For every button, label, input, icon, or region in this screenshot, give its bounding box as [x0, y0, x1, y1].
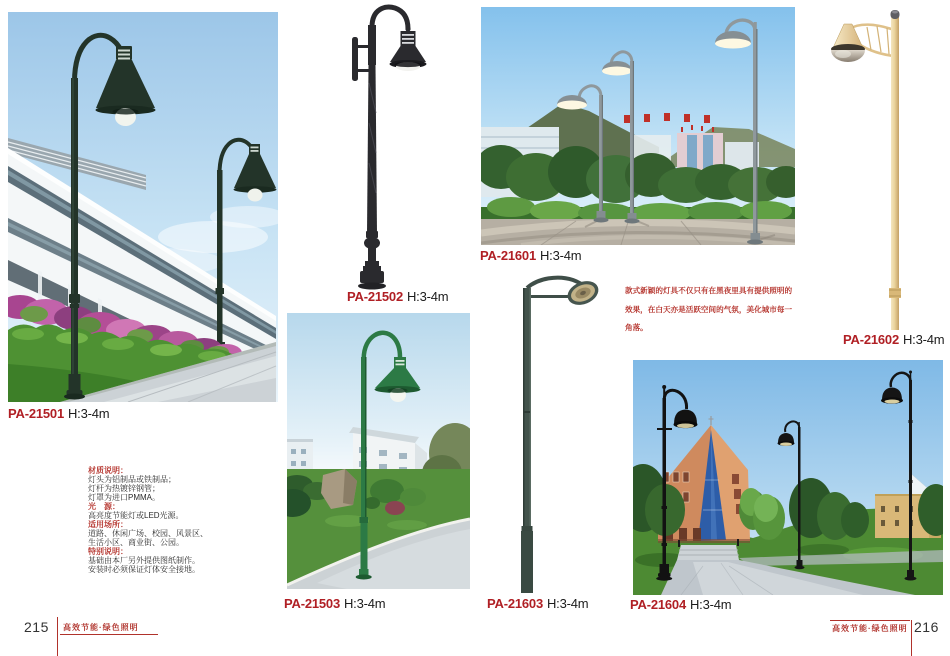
- materials-line: 基础由本厂另外提供图纸制作。: [88, 556, 200, 565]
- product-figure-21502: [325, 3, 435, 298]
- footer-slogan-right: 高效节能·绿色照明: [832, 624, 908, 633]
- product-label-21502: [347, 289, 448, 304]
- product-figure-21602: [815, 8, 950, 335]
- product-label-21503: [284, 596, 385, 611]
- materials-line: 灯杆为热镀锌钢管；: [88, 484, 160, 493]
- materials-heading: 光 源：: [88, 502, 120, 511]
- product-label-21604: [630, 597, 731, 612]
- product-code: PA-21603: [487, 596, 543, 611]
- description-line: 款式新颖的灯具不仅只有在黑夜里具有提供照明的: [625, 286, 793, 295]
- product-photo-21501: [8, 12, 278, 402]
- materials-line: 灯头为铝制品或铁制品；: [88, 475, 176, 484]
- photo-21601-scene: [481, 7, 795, 245]
- product-code: PA-21503: [284, 596, 340, 611]
- product-label-21603: [487, 596, 588, 611]
- lamp-21603-drawing: [470, 271, 630, 593]
- photo-21501-scene: [8, 12, 278, 402]
- description-line: 角落。: [625, 323, 648, 332]
- product-code: PA-21602: [843, 332, 899, 347]
- materials-heading: 特别说明：: [88, 547, 128, 556]
- description-note: [625, 282, 803, 338]
- product-code: PA-21604: [630, 597, 686, 612]
- lamp-post: [521, 277, 602, 593]
- materials-line: 安装时必须保证灯体安全接地。: [88, 565, 200, 574]
- product-code: PA-21501: [8, 406, 64, 421]
- page-number-left: 215: [24, 619, 49, 635]
- materials-line: 道路、休闲广场、校园、风景区、: [88, 529, 208, 538]
- lamp-21602-drawing: [815, 8, 950, 330]
- materials-heading: 适用场所：: [88, 520, 128, 529]
- product-label-21501: [8, 406, 109, 421]
- footer-divider-right: [911, 620, 912, 656]
- lamp-21502-drawing: [325, 3, 435, 293]
- footer-underline-left: [60, 634, 158, 635]
- lamp-post: [352, 7, 427, 289]
- product-photo-21604: [633, 360, 943, 595]
- product-height: H:3-4m: [406, 289, 449, 304]
- photo-21604-scene: [633, 360, 943, 595]
- product-height: H:3-4m: [343, 596, 386, 611]
- footer-divider-left: [57, 617, 58, 656]
- product-photo-21601: [481, 7, 795, 245]
- materials-heading: 材质说明：: [88, 466, 128, 475]
- materials-line: 高亮度节能灯或LED光源。: [88, 511, 184, 520]
- description-line: 效果，在白天亦是活跃空间的气氛，美化城市每一: [625, 304, 793, 314]
- product-height: H:3-4m: [689, 597, 732, 612]
- materials-line: 生活小区、商业街、公园。: [88, 538, 184, 547]
- product-height: H:3-4m: [67, 406, 110, 421]
- product-label-21602: [843, 332, 944, 347]
- photo-21503-scene: [287, 313, 470, 589]
- footer-slogan-left: 高效节能·绿色照明: [63, 623, 139, 632]
- materials-line: 灯罩为进口PMMA。: [88, 493, 160, 502]
- product-code: PA-21601: [480, 248, 536, 263]
- page-number-right: 216: [914, 619, 939, 635]
- materials-note: [88, 466, 208, 574]
- product-height: H:3-4m: [546, 596, 589, 611]
- product-label-21601: [480, 248, 581, 263]
- product-height: H:3-4m: [902, 332, 945, 347]
- product-height: H:3-4m: [539, 248, 582, 263]
- footer-overline-right: [830, 620, 910, 621]
- lamp-post: [831, 10, 901, 330]
- product-photo-21503: [287, 313, 470, 589]
- product-code: PA-21502: [347, 289, 403, 304]
- product-figure-21603: [470, 271, 630, 598]
